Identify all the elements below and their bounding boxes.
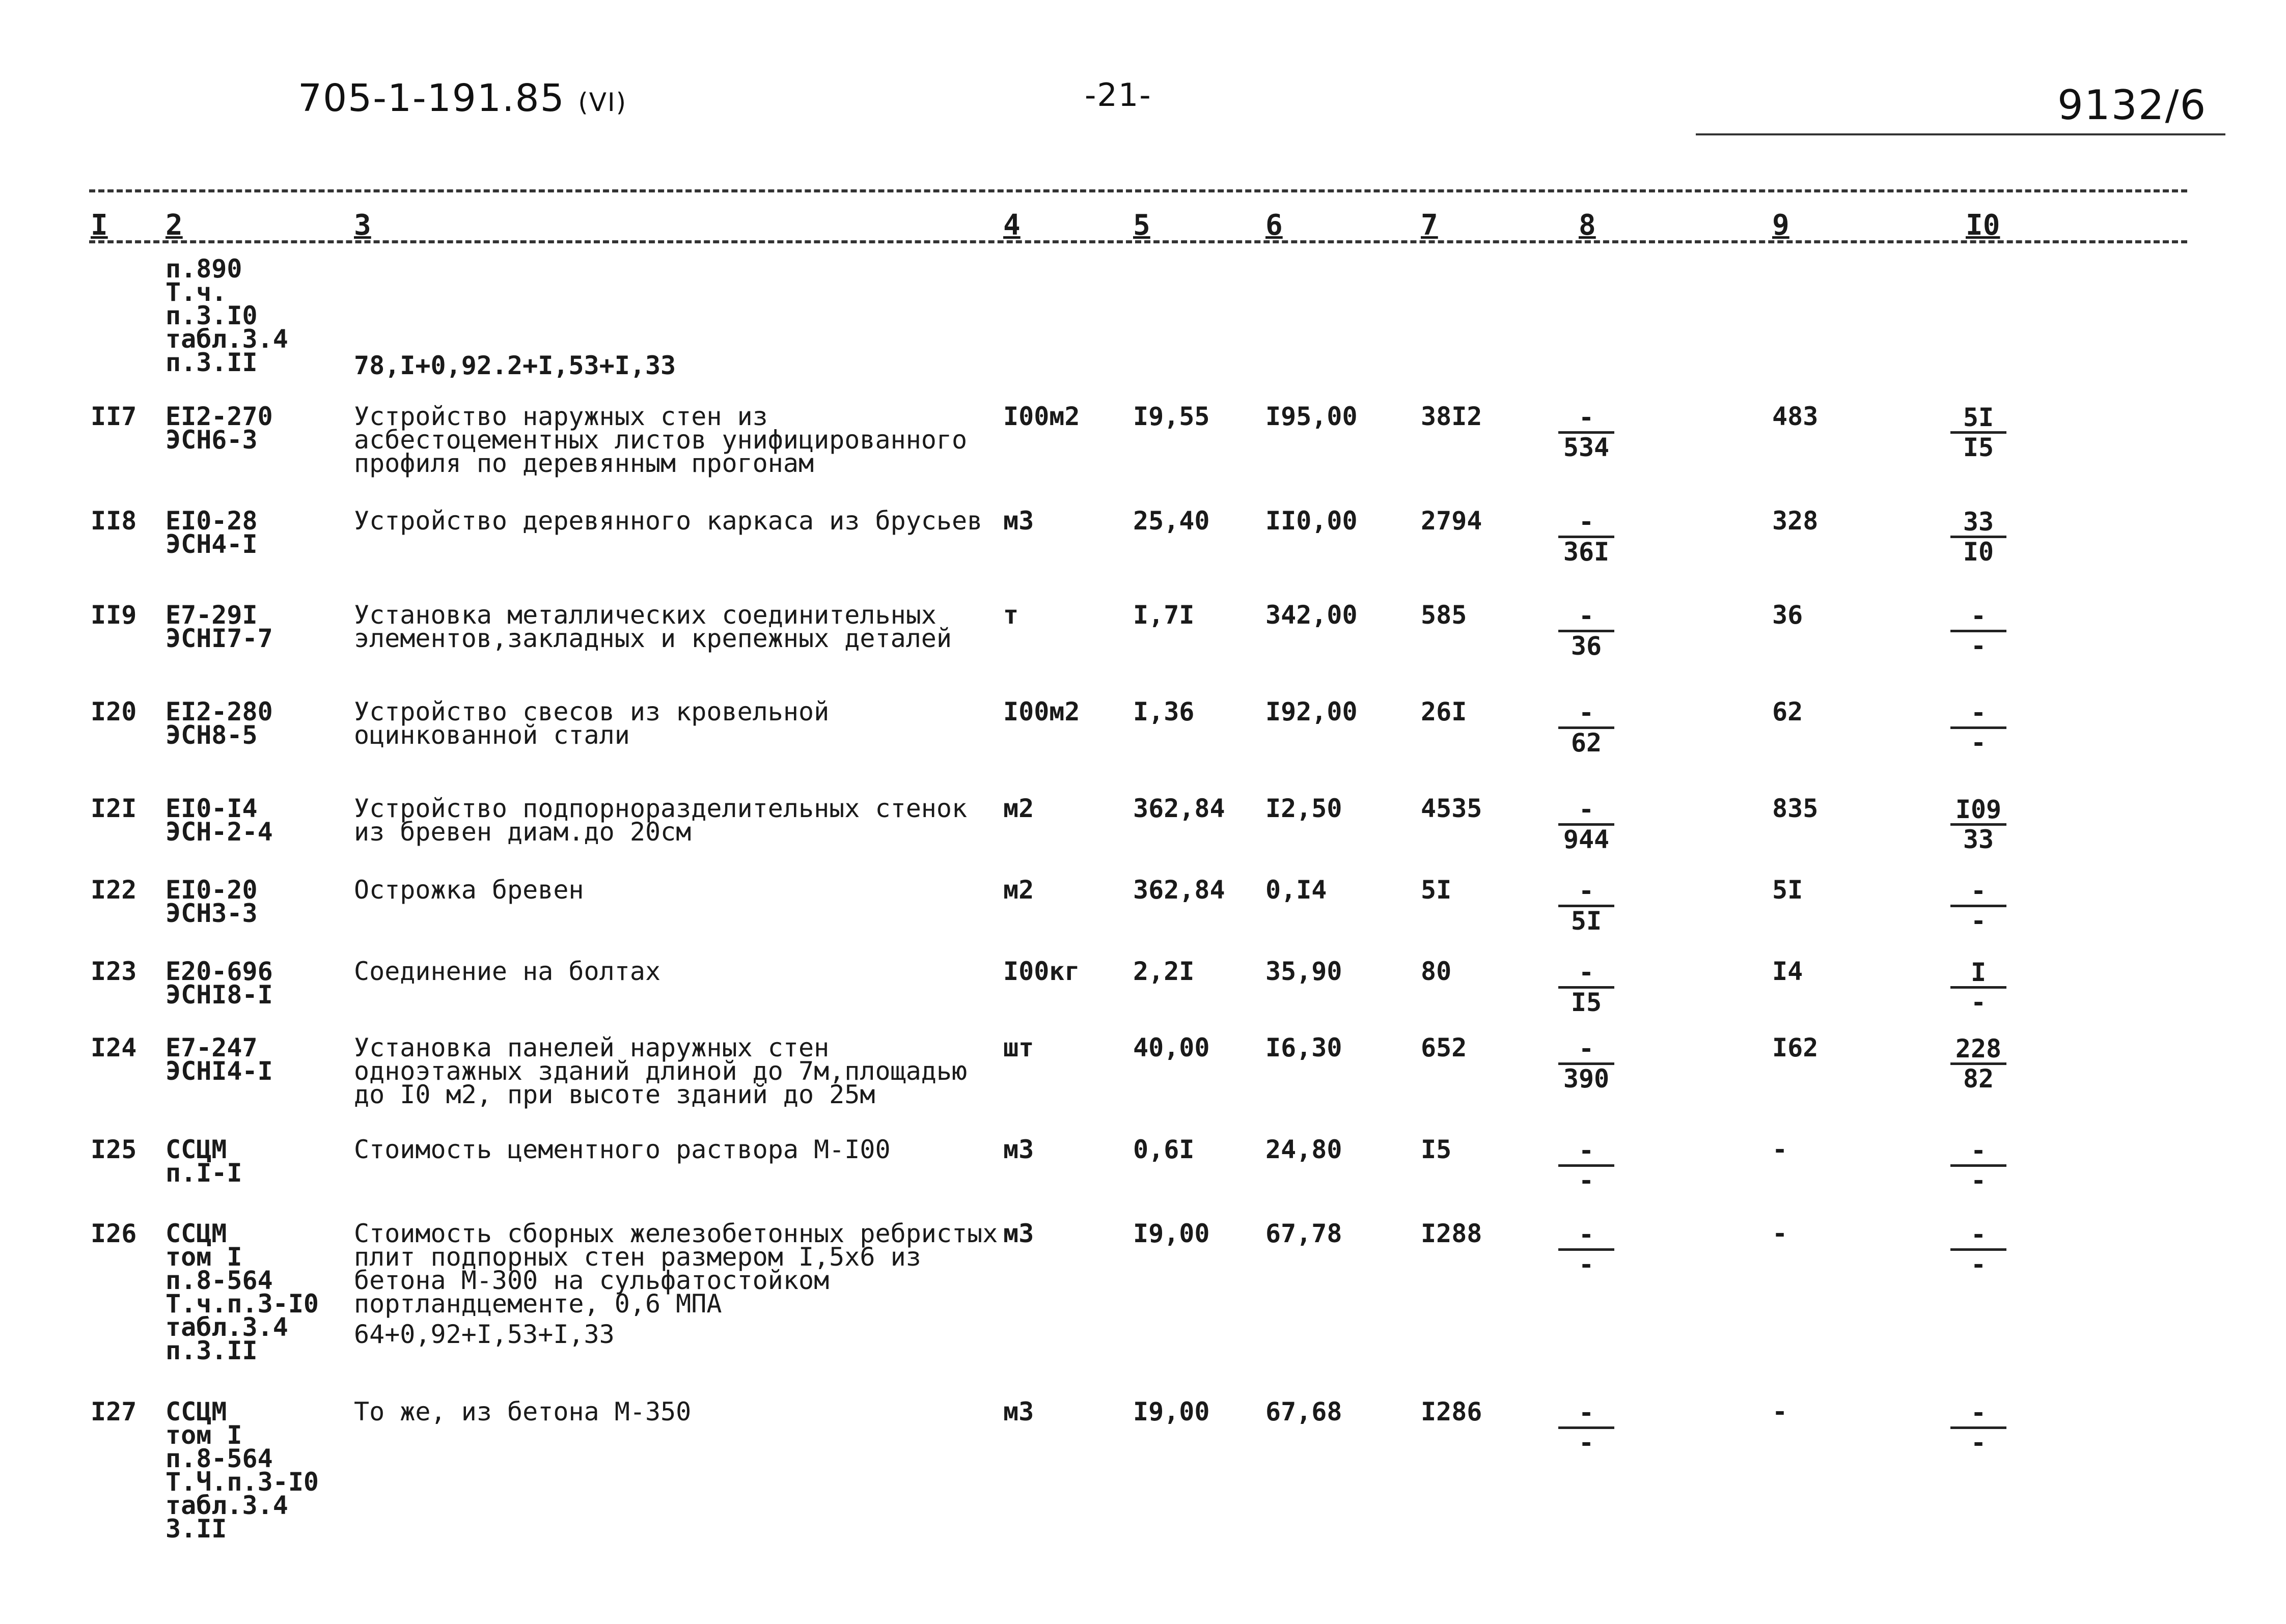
rate-code bbox=[166, 875, 258, 928]
quantity: I,36 bbox=[1133, 697, 1195, 726]
column-10-fraction-denominator: 33 bbox=[1963, 825, 1994, 854]
carryover-ref: п.890 bbox=[166, 254, 242, 284]
column-10-fraction bbox=[1945, 405, 2012, 460]
column-8-fraction-numerator: - bbox=[1578, 601, 1594, 631]
column-10-fraction-denominator: - bbox=[1970, 906, 1987, 936]
work-description bbox=[354, 1397, 692, 1426]
total-cost: 5I bbox=[1421, 875, 1452, 905]
work-description bbox=[354, 402, 968, 478]
column-10-fraction bbox=[1945, 797, 2012, 852]
unit-price: I95,00 bbox=[1265, 402, 1358, 431]
total-cost: 585 bbox=[1421, 600, 1467, 630]
work-description-line: Устройство деревянного каркаса из брусьев bbox=[354, 506, 983, 536]
rate-code bbox=[166, 1135, 242, 1188]
unit: т bbox=[1003, 600, 1019, 630]
row-number: I22 bbox=[91, 875, 137, 905]
column-10-fraction-numerator: I09 bbox=[1955, 795, 2002, 824]
column-10-fraction-numerator: - bbox=[1970, 1220, 1987, 1249]
column-8-fraction bbox=[1553, 405, 1619, 460]
column-10-fraction-numerator: - bbox=[1970, 1398, 1987, 1427]
unit: шт bbox=[1003, 1033, 1034, 1062]
column-number-7: 7 bbox=[1421, 209, 1438, 242]
work-description bbox=[354, 1135, 891, 1164]
column-10-fraction-denominator: - bbox=[1970, 631, 1987, 661]
unit-price: 24,80 bbox=[1265, 1135, 1342, 1164]
row-number: II9 bbox=[91, 600, 137, 630]
column-8-fraction-numerator: - bbox=[1578, 1136, 1594, 1165]
rate-code-line: EI0-I4 bbox=[166, 794, 258, 823]
column-8-fraction-numerator: - bbox=[1578, 403, 1594, 432]
rate-code bbox=[166, 1219, 319, 1365]
rate-code-line: табл.3.4 bbox=[166, 1491, 288, 1520]
work-description-line: асбестоцементных листов унифицированного bbox=[354, 425, 968, 455]
column-8-fraction-denominator: - bbox=[1578, 1250, 1594, 1279]
column-10-fraction-denominator: I0 bbox=[1963, 537, 1994, 567]
rate-code-line: EI0-20 bbox=[166, 875, 258, 905]
column-10-fraction bbox=[1945, 878, 2012, 934]
row-number: I25 bbox=[91, 1135, 137, 1164]
rate-code bbox=[166, 1033, 273, 1086]
rate-code-line: ССЦМ bbox=[166, 1397, 227, 1426]
rate-code-line: EI2-270 bbox=[166, 402, 273, 431]
column-8-fraction-numerator: - bbox=[1578, 795, 1594, 824]
column-number-5: 5 bbox=[1133, 209, 1150, 242]
row-number: I23 bbox=[91, 957, 137, 986]
column-10-fraction bbox=[1945, 1398, 2012, 1458]
rate-code-line: ЭСНI8-I bbox=[166, 980, 273, 1010]
column-8-fraction bbox=[1553, 603, 1619, 659]
unit: I00м2 bbox=[1003, 402, 1080, 431]
column-10-fraction-numerator: 228 bbox=[1955, 1034, 2002, 1063]
column-10-fraction-numerator: I bbox=[1970, 958, 1987, 987]
column-8-fraction bbox=[1553, 797, 1619, 852]
unit: м2 bbox=[1003, 875, 1034, 905]
rate-code-line: п.3.II bbox=[166, 1336, 258, 1365]
rate-code bbox=[166, 1397, 319, 1544]
column-10-fraction-denominator: I5 bbox=[1963, 433, 1994, 462]
total-cost: 80 bbox=[1421, 957, 1452, 986]
rate-code-line: п.I-I bbox=[166, 1158, 242, 1188]
rate-code bbox=[166, 600, 273, 653]
work-description-line: Соединение на болтах bbox=[354, 957, 661, 986]
carryover-ref: п.3.I0 bbox=[166, 301, 258, 330]
total-cost: I288 bbox=[1421, 1219, 1482, 1248]
column-9-value: 36 bbox=[1772, 600, 1803, 630]
column-8-fraction bbox=[1553, 1034, 1619, 1094]
unit-price: 67,68 bbox=[1265, 1397, 1342, 1426]
rate-code bbox=[166, 402, 273, 455]
work-description-line: из бревен диам.до 20см bbox=[354, 817, 692, 847]
column-10-fraction-denominator: 82 bbox=[1963, 1064, 1994, 1094]
rate-code-line: EI2-280 bbox=[166, 697, 273, 726]
rate-code-line: том I bbox=[166, 1420, 242, 1450]
document-code bbox=[298, 76, 627, 120]
row-number: I2I bbox=[91, 794, 137, 823]
column-number-3: 3 bbox=[354, 209, 371, 242]
rate-code-line: 3.II bbox=[166, 1514, 227, 1544]
carryover-ref: п.3.II bbox=[166, 348, 258, 377]
column-8-fraction bbox=[1553, 1398, 1619, 1458]
column-8-fraction-denominator: 62 bbox=[1571, 728, 1602, 758]
unit-price: 0,I4 bbox=[1265, 875, 1327, 905]
column-9-value: - bbox=[1772, 1219, 1788, 1248]
work-description-line: плит подпорных стен размером I,5х6 из bbox=[354, 1242, 921, 1272]
column-8-fraction bbox=[1553, 960, 1619, 1015]
unit-price: I6,30 bbox=[1265, 1033, 1342, 1062]
unit: м2 bbox=[1003, 794, 1034, 823]
column-10-fraction bbox=[1945, 698, 2012, 758]
work-description-line: Устройство свесов из кровельной bbox=[354, 697, 830, 726]
column-8-fraction-denominator: 36I bbox=[1563, 537, 1610, 567]
column-10-fraction-numerator: - bbox=[1970, 601, 1987, 631]
column-8-fraction-numerator: - bbox=[1578, 958, 1594, 987]
rate-code-line: E7-29I bbox=[166, 600, 258, 630]
rate-code-line: EI0-28 bbox=[166, 506, 258, 536]
work-description-line: 64+0,92+I,53+I,33 bbox=[354, 1320, 615, 1349]
work-description-line: Установка панелей наружных стен bbox=[354, 1033, 830, 1062]
unit-price: 342,00 bbox=[1265, 600, 1358, 630]
column-number-8: 8 bbox=[1579, 209, 1596, 242]
column-10-fraction bbox=[1945, 1138, 2012, 1193]
carryover-formula: 78,I+0,92.2+I,53+I,33 bbox=[354, 351, 676, 380]
column-10-fraction bbox=[1945, 960, 2012, 1015]
column-9-value: 328 bbox=[1772, 506, 1819, 536]
unit-price: I2,50 bbox=[1265, 794, 1342, 823]
column-8-fraction bbox=[1553, 1138, 1619, 1193]
column-9-value: I4 bbox=[1772, 957, 1803, 986]
total-cost: 4535 bbox=[1421, 794, 1482, 823]
unit-price: II0,00 bbox=[1265, 506, 1358, 536]
work-description bbox=[354, 697, 830, 750]
carryover-references bbox=[166, 254, 288, 377]
rate-code-line: ЭСН6-3 bbox=[166, 425, 258, 455]
row-number: II8 bbox=[91, 506, 137, 536]
rate-code bbox=[166, 957, 273, 1010]
document-code-number: 705-1-191.85 bbox=[298, 76, 565, 120]
column-number-1: I bbox=[91, 209, 108, 242]
archive-number: 9132/6 bbox=[2057, 81, 2207, 129]
rate-code-line: ЭСН-2-4 bbox=[166, 817, 273, 847]
column-9-value: - bbox=[1772, 1397, 1788, 1426]
column-number-6: 6 bbox=[1265, 209, 1283, 242]
column-10-fraction-denominator: - bbox=[1970, 1250, 1987, 1279]
page-number: -21- bbox=[1085, 76, 1152, 114]
rate-code-line: том I bbox=[166, 1242, 242, 1272]
rate-code-line: п.8-564 bbox=[166, 1266, 273, 1295]
total-cost: 26I bbox=[1421, 697, 1467, 726]
total-cost: 652 bbox=[1421, 1033, 1467, 1062]
column-9-value: 483 bbox=[1772, 402, 1819, 431]
column-8-fraction-numerator: - bbox=[1578, 1220, 1594, 1249]
work-description-line: Устройство наружных стен из bbox=[354, 402, 768, 431]
quantity: I9,55 bbox=[1133, 402, 1210, 431]
column-10-fraction-numerator: - bbox=[1970, 1136, 1987, 1165]
column-number-2: 2 bbox=[166, 209, 183, 242]
column-9-value: 835 bbox=[1772, 794, 1819, 823]
quantity: I9,00 bbox=[1133, 1397, 1210, 1426]
work-description-line: Устройство подпорноразделительных стенок bbox=[354, 794, 968, 823]
unit-price: 67,78 bbox=[1265, 1219, 1342, 1248]
work-description bbox=[354, 875, 584, 905]
row-number: I26 bbox=[91, 1219, 137, 1248]
unit: м3 bbox=[1003, 506, 1034, 536]
work-description-line: То же, из бетона М-350 bbox=[354, 1397, 692, 1426]
work-description-line: Стоимость цементного раствора М-I00 bbox=[354, 1135, 891, 1164]
carryover-ref: табл.3.4 bbox=[166, 324, 288, 354]
column-8-fraction-numerator: - bbox=[1578, 876, 1594, 906]
quantity: 40,00 bbox=[1133, 1033, 1210, 1062]
column-8-fraction-denominator: 36 bbox=[1571, 631, 1602, 661]
column-number-9: 9 bbox=[1772, 209, 1789, 242]
column-10-fraction-denominator: - bbox=[1970, 1428, 1987, 1458]
column-8-fraction-numerator: - bbox=[1578, 1034, 1594, 1063]
unit-price: I92,00 bbox=[1265, 697, 1358, 726]
row-number: I27 bbox=[91, 1397, 137, 1426]
archive-number-underline bbox=[1696, 133, 2225, 135]
unit: м3 bbox=[1003, 1397, 1034, 1426]
rate-code-line: ЭСН3-3 bbox=[166, 899, 258, 928]
work-description bbox=[354, 1033, 968, 1109]
column-8-fraction-numerator: - bbox=[1578, 507, 1594, 537]
quantity: 362,84 bbox=[1133, 875, 1225, 905]
work-description bbox=[354, 794, 968, 847]
column-9-value: I62 bbox=[1772, 1033, 1819, 1062]
column-9-value: 62 bbox=[1772, 697, 1803, 726]
quantity: 362,84 bbox=[1133, 794, 1225, 823]
quantity: I9,00 bbox=[1133, 1219, 1210, 1248]
rate-code-line: E20-696 bbox=[166, 957, 273, 986]
column-9-value: - bbox=[1772, 1135, 1788, 1164]
rate-code bbox=[166, 697, 273, 750]
row-number: II7 bbox=[91, 402, 137, 431]
column-8-fraction-denominator: 390 bbox=[1563, 1064, 1610, 1094]
column-8-fraction-numerator: - bbox=[1578, 698, 1594, 727]
column-10-fraction bbox=[1945, 509, 2012, 565]
unit: I00кг bbox=[1003, 957, 1080, 986]
work-description bbox=[354, 1219, 998, 1349]
column-9-value: 5I bbox=[1772, 875, 1803, 905]
rate-code-line: ССЦМ bbox=[166, 1135, 227, 1164]
column-8-fraction-denominator: 534 bbox=[1563, 433, 1610, 462]
column-8-fraction bbox=[1553, 1222, 1619, 1277]
column-10-fraction bbox=[1945, 1222, 2012, 1277]
work-description-line: до I0 м2, при высоте зданий до 25м bbox=[354, 1080, 875, 1109]
column-10-fraction bbox=[1945, 1034, 2012, 1094]
rate-code bbox=[166, 506, 258, 559]
unit: I00м2 bbox=[1003, 697, 1080, 726]
quantity: 25,40 bbox=[1133, 506, 1210, 536]
rate-code-line: Т.Ч.п.3-I0 bbox=[166, 1467, 319, 1497]
column-10-fraction-denominator: - bbox=[1970, 988, 1987, 1017]
column-8-fraction-numerator: - bbox=[1578, 1398, 1594, 1427]
row-number: I24 bbox=[91, 1033, 137, 1062]
work-description-line: Острожка бревен bbox=[354, 875, 584, 905]
unit: м3 bbox=[1003, 1219, 1034, 1248]
unit: м3 bbox=[1003, 1135, 1034, 1164]
work-description-line: Стоимость сборных железобетонных ребристых bbox=[354, 1219, 998, 1248]
column-10-fraction-denominator: - bbox=[1970, 1166, 1987, 1195]
work-description-line: одноэтажных зданий длиной до 7м,площадью bbox=[354, 1056, 968, 1086]
work-description bbox=[354, 600, 952, 653]
column-10-fraction-numerator: - bbox=[1970, 698, 1987, 727]
rate-code-line: E7-247 bbox=[166, 1033, 258, 1062]
rate-code-line: ЭСНI7-7 bbox=[166, 624, 273, 653]
column-8-fraction-denominator: I5 bbox=[1571, 988, 1602, 1017]
carryover-ref: Т.ч. bbox=[166, 277, 227, 307]
rate-code-line: п.8-564 bbox=[166, 1444, 273, 1473]
work-description-line: элементов,закладных и крепежных деталей bbox=[354, 624, 952, 653]
work-description-line: профиля по деревянным прогонам bbox=[354, 449, 814, 478]
column-number-10: I0 bbox=[1966, 209, 2000, 242]
column-10-fraction-numerator: 5I bbox=[1963, 403, 1994, 432]
column-10-fraction-numerator: - bbox=[1970, 876, 1987, 906]
rate-code-line: ЭСНI4-I bbox=[166, 1056, 273, 1086]
rate-code-line: ССЦМ bbox=[166, 1219, 227, 1248]
rate-code-line: ЭСН4-I bbox=[166, 529, 258, 559]
document-code-suffix: (VI) bbox=[578, 88, 627, 117]
total-cost: 38I2 bbox=[1421, 402, 1482, 431]
work-description bbox=[354, 957, 661, 986]
column-10-fraction bbox=[1945, 603, 2012, 659]
work-description-line: оцинкованной стали bbox=[354, 720, 630, 750]
column-number-4: 4 bbox=[1003, 209, 1021, 242]
total-cost: 2794 bbox=[1421, 506, 1482, 536]
column-10-fraction-denominator: - bbox=[1970, 728, 1987, 758]
quantity: 2,2I bbox=[1133, 957, 1195, 986]
column-8-fraction-denominator: 5I bbox=[1571, 906, 1602, 936]
quantity: 0,6I bbox=[1133, 1135, 1195, 1164]
rate-code-line: табл.3.4 bbox=[166, 1312, 288, 1342]
column-8-fraction-denominator: 944 bbox=[1563, 825, 1610, 854]
work-description-line: портландцементе, 0,6 МПА bbox=[354, 1289, 722, 1319]
work-description-line: Установка металлических соединительных bbox=[354, 600, 937, 630]
column-8-fraction-denominator: - bbox=[1578, 1428, 1594, 1458]
column-8-fraction-denominator: - bbox=[1578, 1166, 1594, 1195]
work-description bbox=[354, 506, 983, 536]
top-dashed-rule bbox=[89, 189, 2187, 192]
unit-price: 35,90 bbox=[1265, 957, 1342, 986]
row-number: I20 bbox=[91, 697, 137, 726]
total-cost: I286 bbox=[1421, 1397, 1482, 1426]
column-10-fraction-numerator: 33 bbox=[1963, 507, 1994, 537]
work-description-line: бетона М-300 на сульфатостойком bbox=[354, 1266, 830, 1295]
rate-code bbox=[166, 794, 273, 847]
column-8-fraction bbox=[1553, 698, 1619, 758]
rate-code-line: Т.ч.п.3-I0 bbox=[166, 1289, 319, 1319]
total-cost: I5 bbox=[1421, 1135, 1452, 1164]
column-8-fraction bbox=[1553, 878, 1619, 934]
rate-code-line: ЭСН8-5 bbox=[166, 720, 258, 750]
quantity: I,7I bbox=[1133, 600, 1195, 630]
column-8-fraction bbox=[1553, 509, 1619, 565]
